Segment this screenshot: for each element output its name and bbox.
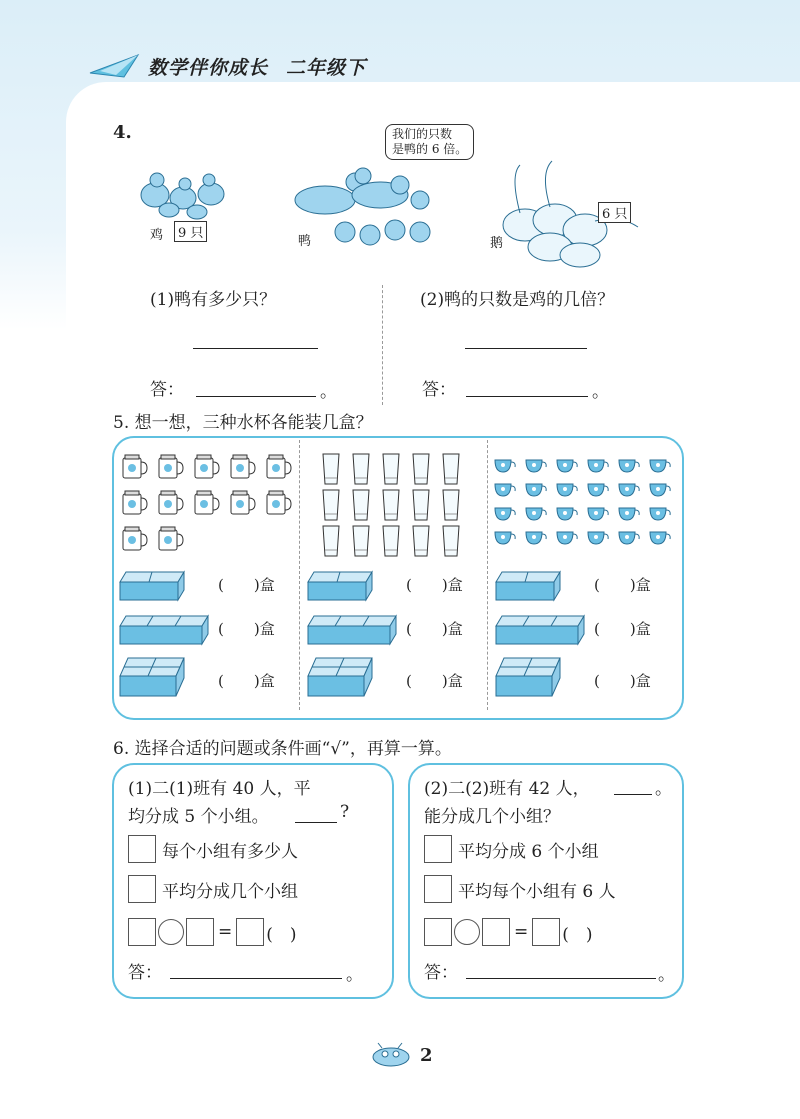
glass-icon bbox=[440, 452, 462, 486]
q4-calc-line-1[interactable] bbox=[193, 348, 318, 349]
cup-icon bbox=[523, 480, 549, 500]
cup-icon bbox=[585, 528, 611, 548]
mug-icon bbox=[120, 452, 150, 482]
q6-right-dot1: 。 bbox=[655, 779, 672, 799]
cup-icon bbox=[492, 456, 518, 476]
q5-answer-paren[interactable]: ( )盒 bbox=[218, 620, 275, 638]
airplane-logo-icon bbox=[88, 51, 144, 81]
q5-answer-paren[interactable]: ( )盒 bbox=[594, 576, 651, 594]
goose-count: 6 只 bbox=[598, 202, 631, 223]
operand-box[interactable] bbox=[186, 918, 214, 946]
page-number: 2 bbox=[420, 1044, 433, 1066]
q5-answer-paren[interactable]: ( )盒 bbox=[594, 620, 651, 638]
operator-circle[interactable] bbox=[158, 919, 184, 945]
glass-icon bbox=[350, 524, 372, 558]
cup-icon bbox=[554, 504, 580, 524]
page-footer bbox=[368, 1042, 433, 1068]
cup-icon bbox=[554, 480, 580, 500]
operand-box[interactable] bbox=[424, 918, 452, 946]
checkbox[interactable] bbox=[128, 875, 156, 903]
option-label: 平均每个小组有 6 人 bbox=[458, 881, 616, 902]
q5-answer-paren[interactable]: ( )盒 bbox=[406, 576, 463, 594]
cup-icon bbox=[647, 504, 673, 524]
cup-icon bbox=[492, 504, 518, 524]
checkbox[interactable] bbox=[424, 835, 452, 863]
cup-icon bbox=[523, 504, 549, 524]
chicken-label: 鸡 bbox=[150, 228, 164, 243]
equals-sign: = bbox=[514, 922, 529, 942]
q4-answer-2 bbox=[422, 375, 456, 400]
option-label: 平均分成几个小组 bbox=[162, 881, 298, 902]
operand-box[interactable] bbox=[128, 918, 156, 946]
q5-answer-paren[interactable]: ( )盒 bbox=[406, 620, 463, 638]
cup-icon bbox=[523, 456, 549, 476]
mug-icon bbox=[228, 488, 258, 518]
q6-left-answer: 答： bbox=[128, 963, 162, 983]
q6-left-answer-line[interactable] bbox=[170, 978, 342, 979]
q6-left-equation bbox=[128, 918, 297, 946]
q6-left-qmark: ? bbox=[340, 802, 350, 822]
mug-icon bbox=[120, 524, 150, 554]
q5-answer-paren[interactable]: ( )盒 bbox=[218, 672, 275, 690]
page-header bbox=[88, 50, 366, 82]
q4-answer-1 bbox=[150, 375, 184, 400]
mug-icon bbox=[156, 452, 186, 482]
q6-right-answer-dot: 。 bbox=[658, 965, 675, 985]
equals-sign: = bbox=[218, 922, 233, 942]
q6-left-line2: 均分成 5 个小组。 bbox=[128, 807, 269, 827]
chicken-count: 9 只 bbox=[174, 221, 207, 242]
cup-icon bbox=[616, 456, 642, 476]
answer-prefix: 答： bbox=[422, 380, 456, 400]
mug-icon bbox=[192, 452, 222, 482]
result-box[interactable] bbox=[532, 918, 560, 946]
cup-icon bbox=[647, 528, 673, 548]
box-4-compartment-icon bbox=[494, 656, 586, 700]
q6-right-answer-line[interactable] bbox=[466, 978, 656, 979]
q6-right-equation bbox=[424, 918, 593, 946]
cup-icon bbox=[554, 456, 580, 476]
glass-icon bbox=[440, 488, 462, 522]
mug-icon bbox=[264, 488, 294, 518]
glass-icon bbox=[320, 488, 342, 522]
box-2-compartment-icon bbox=[118, 568, 210, 604]
q5-divider-1 bbox=[299, 440, 300, 710]
book-title: 数学伴你成长 bbox=[148, 56, 269, 79]
operand-box[interactable] bbox=[482, 918, 510, 946]
cup-icon bbox=[523, 528, 549, 548]
q6-right-blank[interactable] bbox=[614, 794, 652, 795]
glass-icon bbox=[320, 524, 342, 558]
mascot-icon bbox=[368, 1042, 414, 1068]
mug-icon bbox=[156, 524, 186, 554]
speech-bubble bbox=[385, 124, 474, 160]
mug-icon bbox=[228, 452, 258, 482]
q5-divider-2 bbox=[487, 440, 488, 710]
mug-icon bbox=[192, 488, 222, 518]
operator-circle[interactable] bbox=[454, 919, 480, 945]
box-3-compartment-icon bbox=[118, 612, 210, 648]
q5-title bbox=[113, 408, 373, 433]
q6-left-option-2[interactable] bbox=[128, 875, 298, 903]
q4-answer-line-1[interactable] bbox=[196, 396, 316, 397]
cup-icon bbox=[585, 456, 611, 476]
cup-icon bbox=[616, 528, 642, 548]
cup-icon bbox=[492, 480, 518, 500]
box-4-compartment-icon bbox=[118, 656, 210, 700]
cup-icon bbox=[585, 480, 611, 500]
goose-label: 鹅 bbox=[490, 236, 504, 251]
mug-icon bbox=[120, 488, 150, 518]
glass-icon bbox=[320, 452, 342, 486]
q6-right-answer: 答： bbox=[424, 963, 458, 983]
glass-icon bbox=[410, 452, 432, 486]
q6-left-answer-dot: 。 bbox=[346, 965, 363, 985]
box-2-compartment-icon bbox=[494, 568, 586, 604]
cup-icon bbox=[647, 480, 673, 500]
unit-paren[interactable]: ( ) bbox=[562, 924, 593, 945]
box-3-compartment-icon bbox=[306, 612, 398, 648]
cup-icon bbox=[647, 456, 673, 476]
mug-icon bbox=[264, 452, 294, 482]
q5-answer-paren[interactable]: ( )盒 bbox=[218, 576, 275, 594]
option-label: 每个小组有多少人 bbox=[162, 841, 298, 862]
glass-icon bbox=[410, 488, 432, 522]
q6-right-option-2[interactable] bbox=[424, 875, 616, 903]
checkbox[interactable] bbox=[128, 835, 156, 863]
answer-prefix: 答： bbox=[150, 380, 184, 400]
cup-icon bbox=[585, 504, 611, 524]
q6-left-option-1[interactable] bbox=[128, 835, 298, 863]
grade-label: 二年级下 bbox=[286, 56, 367, 79]
q5-answer-paren[interactable]: ( )盒 bbox=[594, 672, 651, 690]
cup-icon bbox=[616, 504, 642, 524]
glass-icon bbox=[380, 524, 402, 558]
q4-sub2: (2)鸭的只数是鸡的几倍？ bbox=[420, 290, 615, 310]
q5-title-text: 5. 想一想，三种水杯各能装几盒？ bbox=[113, 413, 373, 433]
answer-suffix: 。 bbox=[320, 382, 337, 402]
box-4-compartment-icon bbox=[306, 656, 398, 700]
glass-icon bbox=[410, 524, 432, 558]
glass-icon bbox=[440, 524, 462, 558]
mug-icon bbox=[156, 488, 186, 518]
q4-calc-line-2[interactable] bbox=[465, 348, 587, 349]
bubble-line-2: 是鸭的 6 倍。 bbox=[392, 142, 468, 156]
cup-icon bbox=[616, 480, 642, 500]
q6-left-line1: (1)二(1)班有 40 人，平 bbox=[128, 779, 311, 799]
q4-answer-line-2[interactable] bbox=[466, 396, 588, 397]
cup-icon bbox=[492, 528, 518, 548]
result-box[interactable] bbox=[236, 918, 264, 946]
chickens-illustration bbox=[135, 160, 235, 220]
glass-icon bbox=[350, 452, 372, 486]
box-2-compartment-icon bbox=[306, 568, 398, 604]
q6-right-line1: (2)二(2)班有 42 人， bbox=[424, 779, 590, 799]
box-3-compartment-icon bbox=[494, 612, 586, 648]
checkbox[interactable] bbox=[424, 875, 452, 903]
option-label: 平均分成 6 个小组 bbox=[458, 841, 599, 862]
unit-paren[interactable]: ( ) bbox=[266, 924, 297, 945]
q6-right-option-1[interactable] bbox=[424, 835, 599, 863]
cup-icon bbox=[554, 528, 580, 548]
glass-icon bbox=[350, 488, 372, 522]
q5-answer-paren[interactable]: ( )盒 bbox=[406, 672, 463, 690]
glass-icon bbox=[380, 452, 402, 486]
q6-right-line2: 能分成几个小组？ bbox=[424, 807, 560, 827]
q6-title: 6. 选择合适的问题或条件画“√”，再算一算。 bbox=[113, 739, 452, 759]
duck-label: 鸭 bbox=[298, 234, 312, 249]
answer-suffix: 。 bbox=[592, 382, 609, 402]
q6-left-blank[interactable] bbox=[295, 822, 337, 823]
bubble-line-1: 我们的只数 bbox=[392, 127, 453, 141]
glass-icon bbox=[380, 488, 402, 522]
q4-sub1: (1)鸭有多少只？ bbox=[150, 290, 277, 310]
q4-divider bbox=[382, 285, 383, 405]
q4-number: 4. bbox=[113, 122, 132, 143]
